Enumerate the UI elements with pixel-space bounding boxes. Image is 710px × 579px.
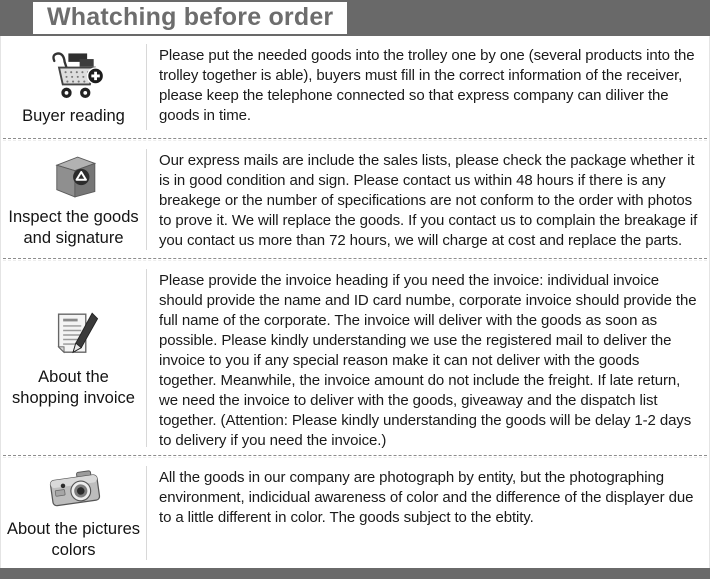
notice-row-inspect-goods [1, 141, 709, 258]
icon-cell [1, 36, 146, 138]
row-text: All the goods in our company are photograph by entity, but the photographing environment, indicidual awareness of color and the difference of the displayer due to a little different in color. The goods subject to the ebtity. [159, 469, 694, 526]
invoice-pencil-icon [45, 307, 103, 363]
row-text: Please put the needed goods into the trolley one by one (several products into the trolley together is able), buyers must fill in the correct information of the receiver, please keep the telephone connected so that express company can diliver the goods in time. [159, 47, 695, 124]
row-label: About the pictures colors [7, 520, 140, 559]
header-bar [0, 0, 710, 36]
icon-cell [1, 141, 146, 258]
notice-content [0, 36, 710, 568]
notice-row-buyer-reading [1, 36, 709, 138]
icon-cell [1, 261, 146, 455]
page-title: Whatching before order [47, 3, 334, 31]
package-box-icon [45, 151, 103, 203]
footer-bar [0, 568, 710, 579]
text-cell [146, 36, 709, 138]
row-text: Our express mails are include the sales lists, please check the package whether it is in good condition and sign. Please contact us within 48 hours if there is any breakege or the number of specifications are not conform to the order with photos to prove it. We will replace the goods. If you contact us to complain the breakage if you contact us more than 72 hours, we will charge at cost and replace the parts. [159, 152, 698, 249]
row-label: About the shopping invoice [12, 368, 135, 407]
notice-row-shopping-invoice [1, 261, 709, 455]
text-cell [146, 141, 709, 258]
text-cell [146, 261, 709, 455]
trolley-cart-icon [44, 48, 104, 102]
notice-row-pictures-colors [1, 458, 709, 568]
text-cell [146, 458, 709, 568]
icon-cell [1, 458, 146, 568]
row-label: Buyer reading [22, 106, 125, 125]
row-text: Please provide the invoice heading if you need the invoice: individual invoice should provide the name and ID card numbe, corporate invoice should provide the full name of the corporate. The invoice will deliver with the goods as soon as possible. Please kindly understanding we use the registered mail to deliver the invoice to you if any special reason make it can not deliver with the goods together. Meanwhile, the invoice amount do not include the freight. If late return, we need the invoice to deliver with the goods, giveaway and the dispatch list together. (Attention: Please kindly understanding the goods will be delay 1-2 days to delivery if you need the invoice.) [159, 272, 697, 449]
title-box [33, 2, 347, 34]
camera-icon [43, 465, 105, 515]
row-label: Inspect the goods and signature [8, 207, 139, 247]
